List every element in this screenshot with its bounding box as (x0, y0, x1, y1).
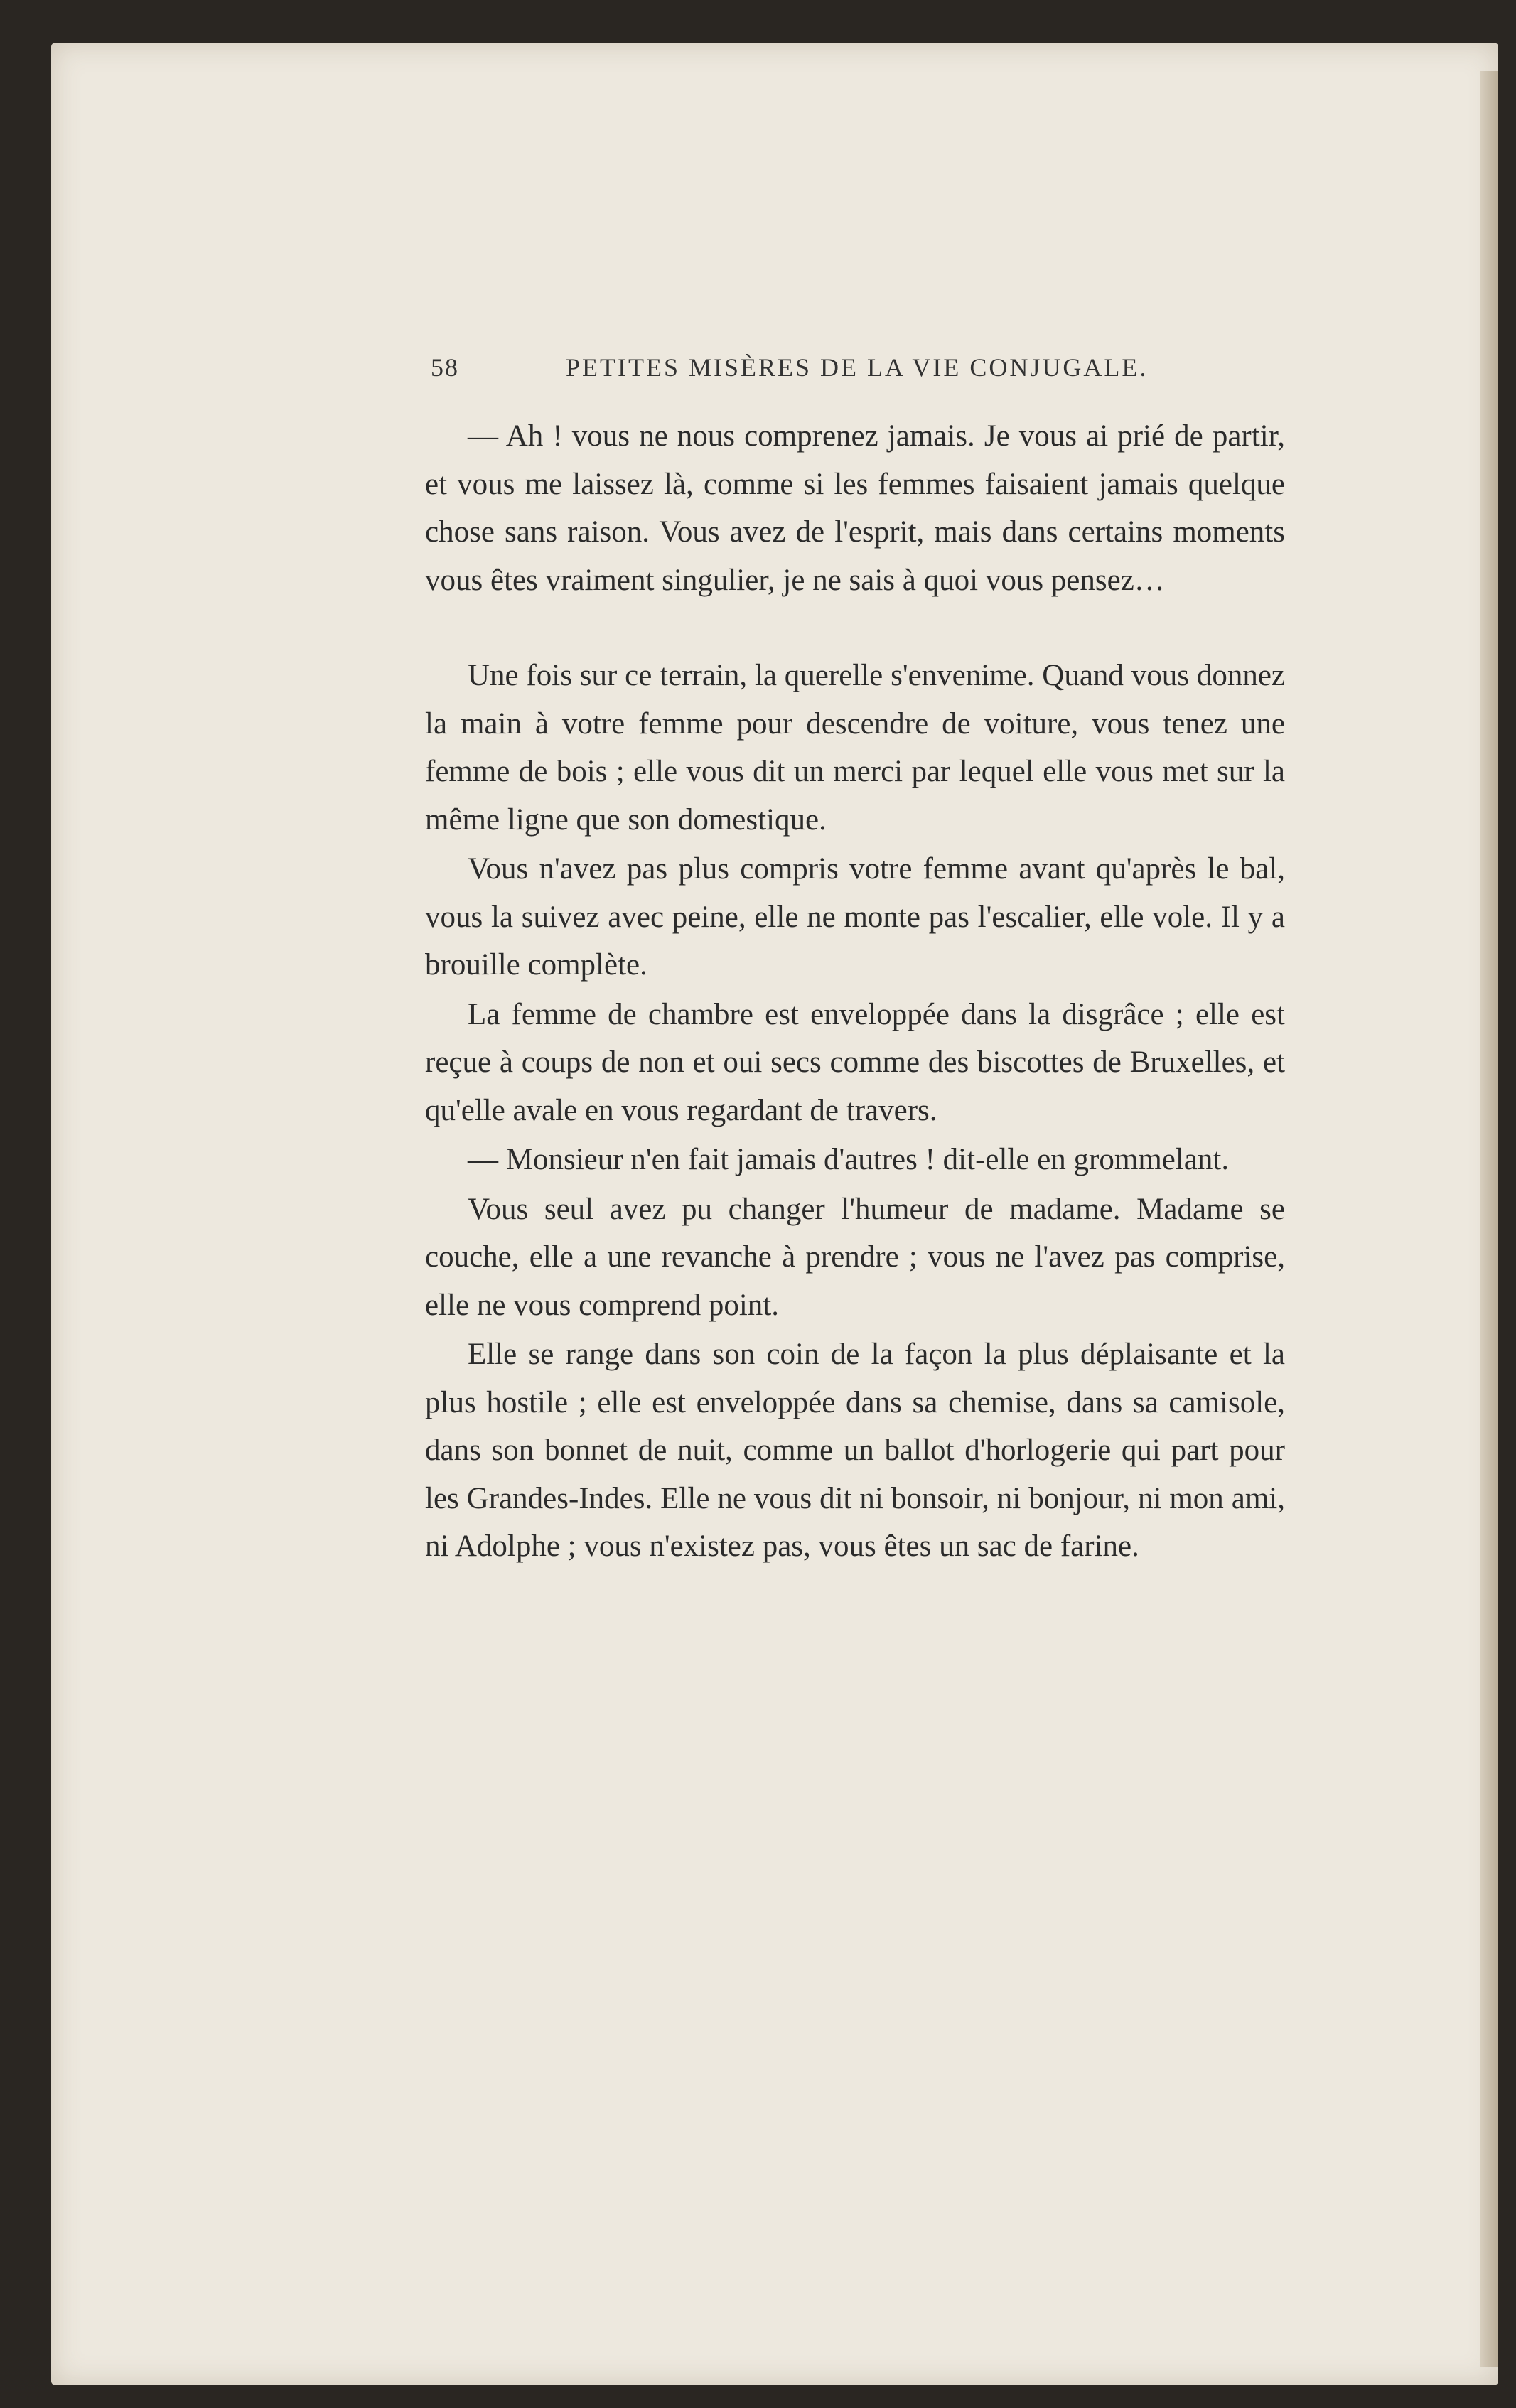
body-text (425, 412, 1285, 1571)
paragraph: Vous seul avez pu changer l'humeur de madame. Madame se couche, elle a une revanche à prendre ; vous ne l'avez pas comprise, elle ne vous comprend point. (425, 1192, 1285, 1322)
paragraph: La femme de chambre est enveloppée dans la disgrâce ; elle est reçue à coups de non et oui secs comme des biscottes de Bruxelles, et qu'elle avale en vous regardant de travers. (425, 997, 1285, 1127)
paragraph: Une fois sur ce terrain, la querelle s'envenime. Quand vous donnez la main à votre femme pour descendre de voiture, vous tenez une femme de bois ; elle vous dit un merci par lequel elle vous met sur la même ligne que son domestique. (425, 659, 1285, 837)
paragraph: Elle se range dans son coin de la façon la plus déplaisante et la plus hostile ; elle est enveloppée dans sa chemise, dans sa camisole, dans son bonnet de nuit, comme un ballot d'horlogerie qui part pour les Grandes-Indes. Elle ne vous dit ni bonsoir, ni bonjour, ni mon ami, ni Adolphe ; vous n'existez pas, vous êtes un sac de farine. (425, 1338, 1285, 1563)
page-number: 58 (431, 353, 459, 382)
running-title: PETITES MISÈRES DE LA VIE CONJUGALE. (566, 353, 1149, 382)
page-edge (1480, 71, 1498, 2367)
running-header (431, 353, 1171, 388)
paragraph: — Monsieur n'en fait jamais d'autres ! dit-elle en grommelant. (468, 1143, 1230, 1176)
paragraph: Vous n'avez pas plus compris votre femme avant qu'après le bal, vous la suivez avec peine, elle ne monte pas l'escalier, elle vole. Il y a brouille complète. (425, 852, 1285, 982)
paragraph: — Ah ! vous ne nous comprenez jamais. Je vous ai prié de partir, et vous me laissez là, comme si les femmes faisaient jamais quelque chose sans raison. Vous avez de l'esprit, mais dans certains moments vous êtes vraiment singulier, je ne sais à quoi vous pensez… (425, 419, 1285, 597)
